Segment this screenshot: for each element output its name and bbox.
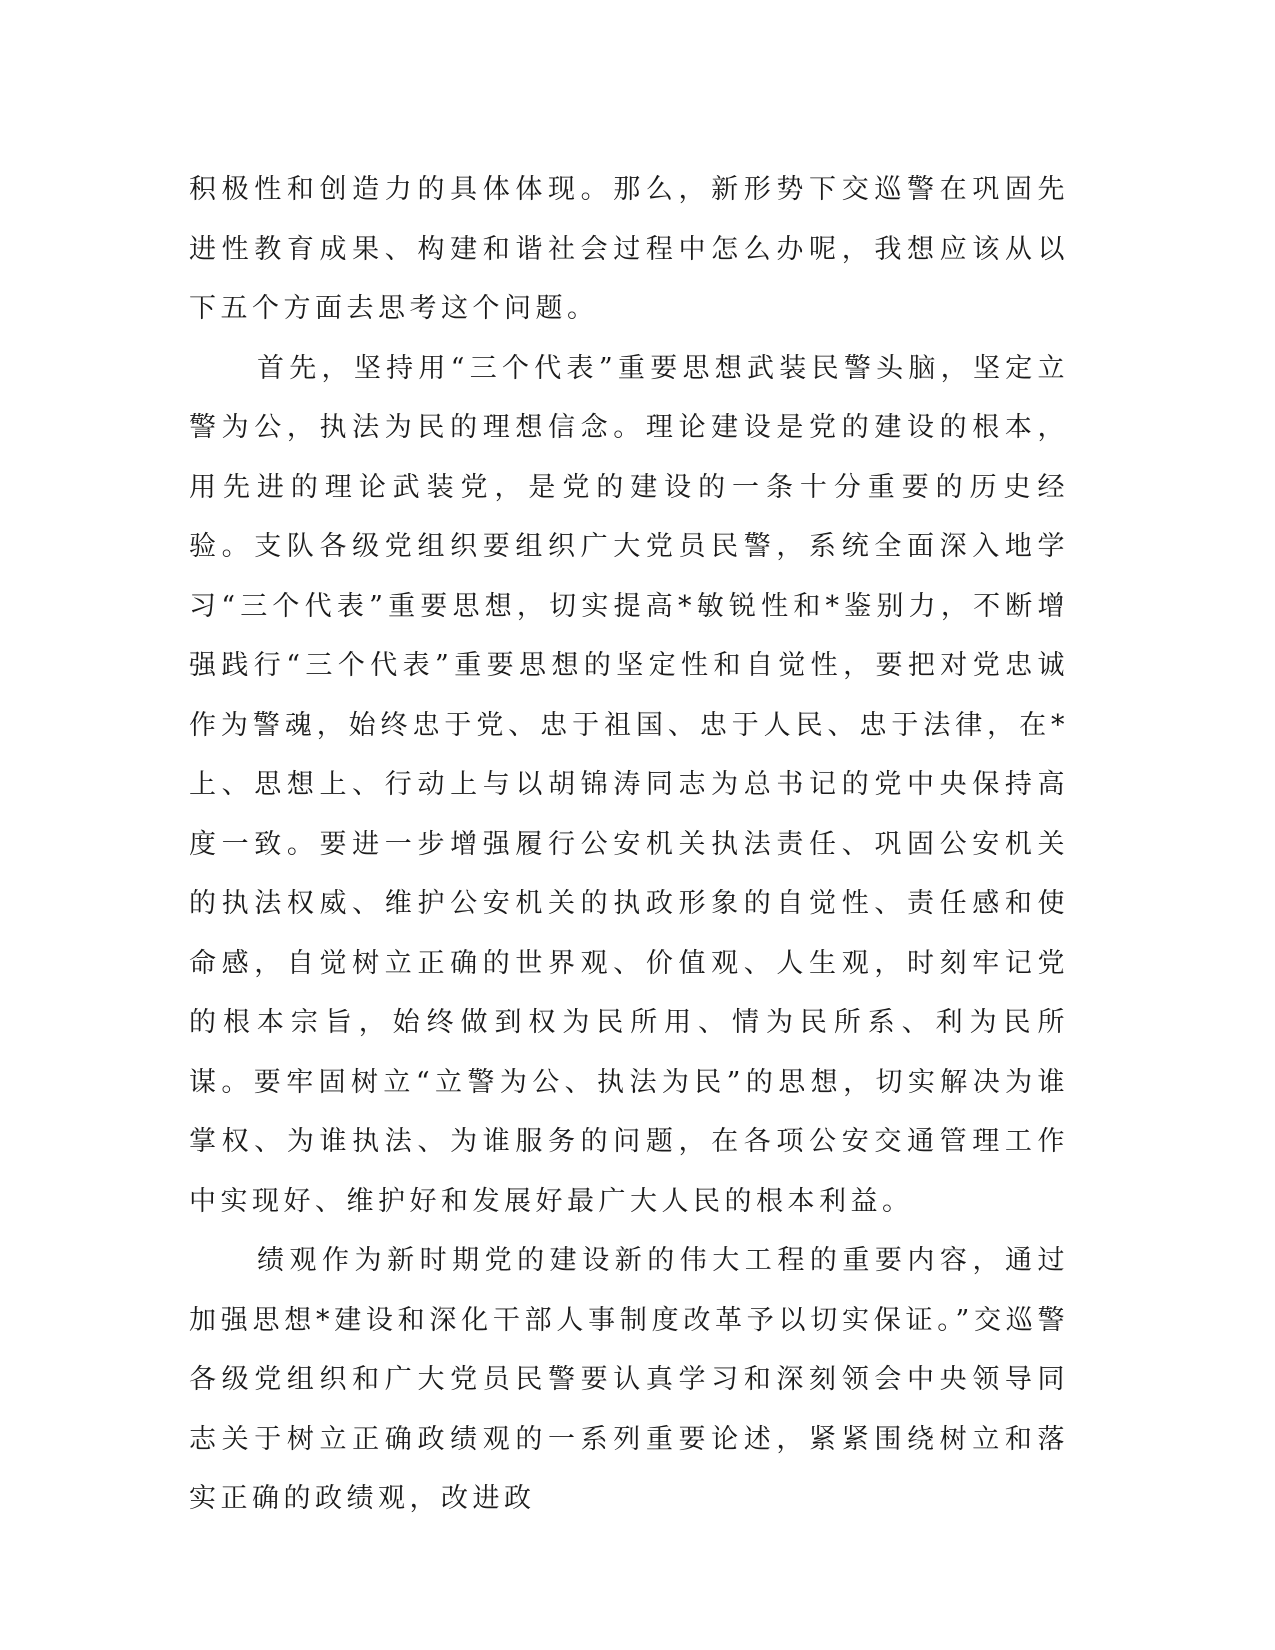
paragraph-1: 积极性和创造力的具体体现。那么，新形势下交巡警在巩固先进性教育成果、构建和谐社会过程中怎么办呢，我想应该从以下五个方面去思考这个问题。 (189, 174, 1069, 324)
document-body (189, 160, 1069, 1529)
paragraph-2: 首先，坚持用“三个代表”重要思想武装民警头脑，坚定立警为公，执法为民的理想信念。理论建设是党的建设的根本，用先进的理论武装党，是党的建设的一条十分重要的历史经验。支队各级党组织要组织广大党员民警，系统全面深入地学习“三个代表”重要思想，切实提高*敏锐性和*鉴别力，不断增强践行“三个代表”重要思想的坚定性和自觉性，要把对党忠诚作为警魂，始终忠于党、忠于祖国、忠于人民、忠于法律，在*上、思想上、行动上与以胡锦涛同志为总书记的党中央保持高度一致。要进一步增强履行公安机关执法责任、巩固公安机关的执法权威、维护公安机关的执政形象的自觉性、责任感和使命感，自觉树立正确的世界观、价值观、人生观，时刻牢记党的根本宗旨，始终做到权为民所用、情为民所系、利为民所谋。要牢固树立“立警为公、执法为民”的思想，切实解决为谁掌权、为谁执法、为谁服务的问题，在各项公安交通管理工作中实现好、维护好和发展好最广大人民的根本利益。 (189, 352, 1069, 1217)
paragraph-3: 绩观作为新时期党的建设新的伟大工程的重要内容，通过加强思想*建设和深化干部人事制度改革予以切实保证。”交巡警各级党组织和广大党员民警要认真学习和深刻领会中央领导同志关于树立正确政绩观的一系列重要论述，紧紧围绕树立和落实正确的政绩观，改进政 (189, 1245, 1069, 1514)
